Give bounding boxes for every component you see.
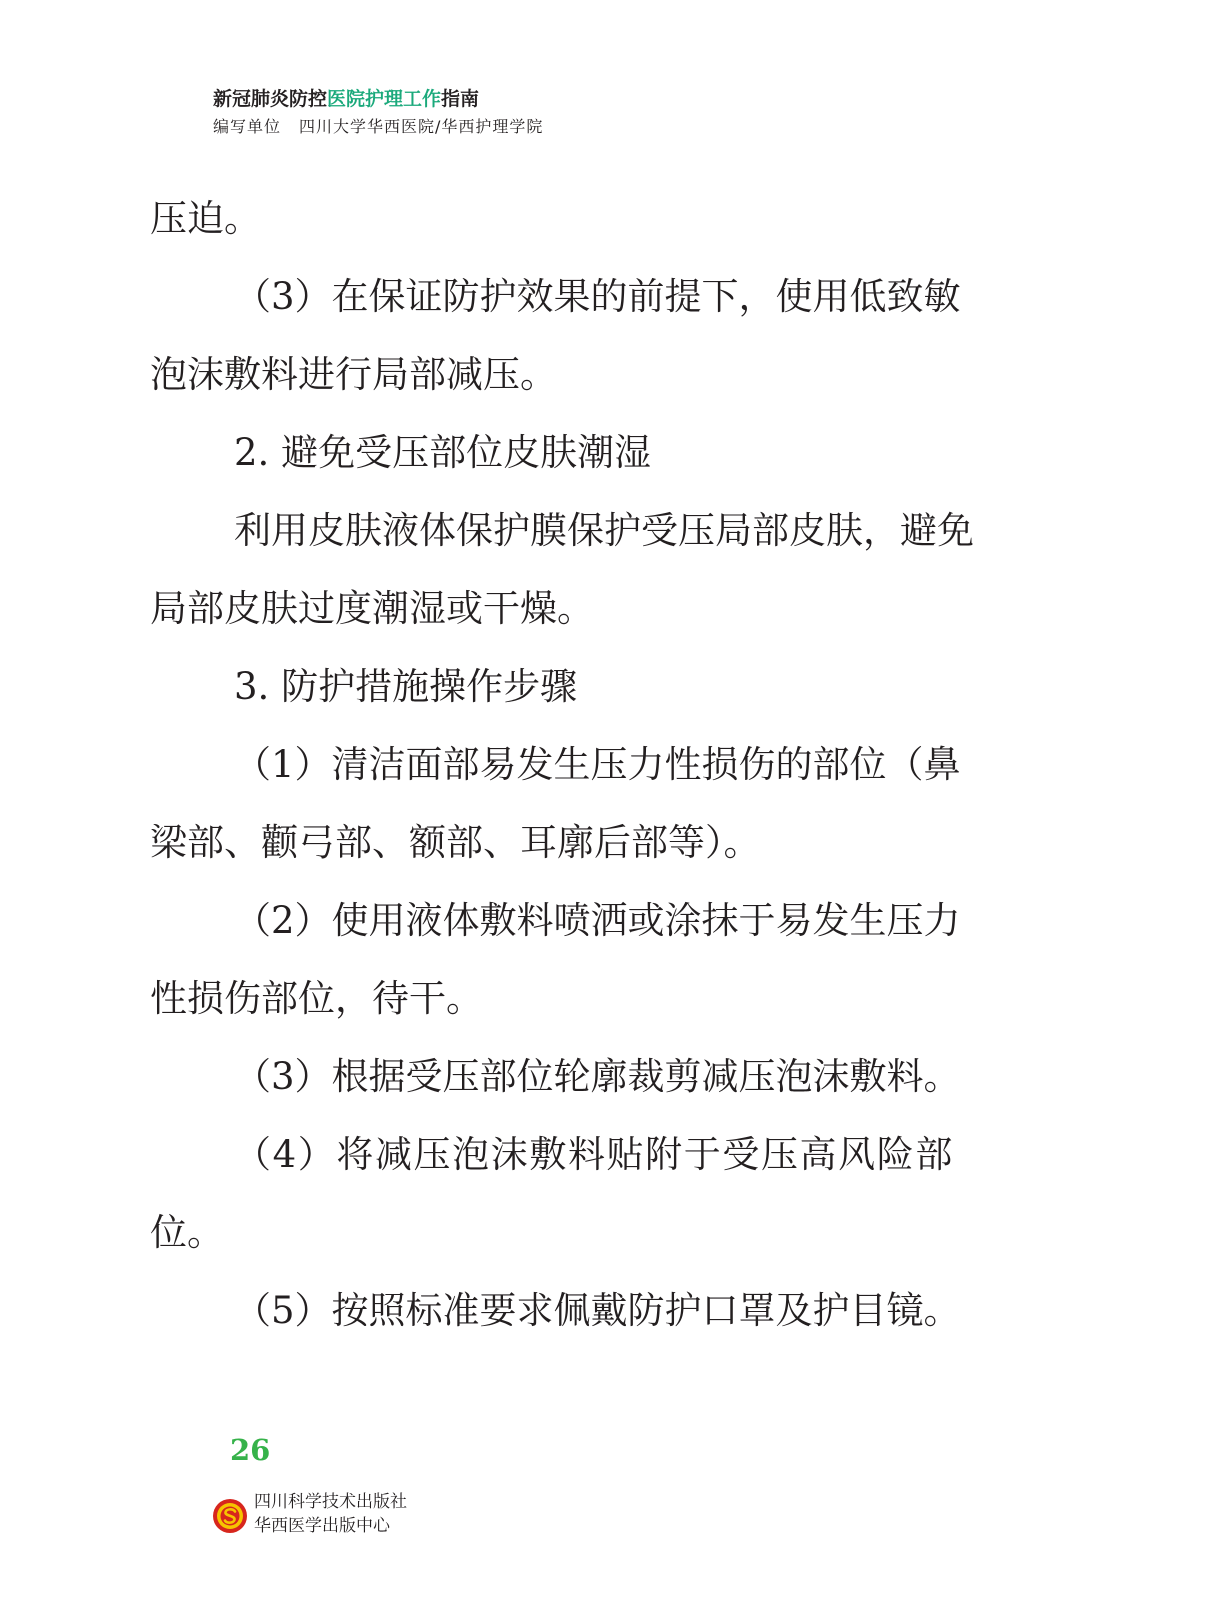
body-line: 性损伤部位，待干。 bbox=[150, 977, 483, 1020]
publisher-logo-icon bbox=[212, 1498, 248, 1534]
body-line: 利用皮肤液体保护膜保护受压局部皮肤，避免 bbox=[234, 509, 974, 552]
book-subtitle bbox=[213, 116, 543, 138]
section-heading: 3. 防护措施操作步骤 bbox=[234, 665, 578, 708]
book-title-part1: 新冠肺炎防控 bbox=[213, 88, 328, 110]
body-line: 梁部、颧弓部、额部、耳廓后部等）。 bbox=[150, 821, 761, 864]
running-header bbox=[213, 86, 543, 138]
body-line: （2）使用液体敷料喷洒或涂抹于易发生压力 bbox=[234, 899, 961, 942]
body-line: （1）清洁面部易发生压力性损伤的部位（鼻 bbox=[234, 743, 961, 786]
publisher-name: 四川科学技术出版社 bbox=[254, 1492, 407, 1512]
body-line: 压迫。 bbox=[150, 197, 261, 240]
body-line: （3）根据受压部位轮廓裁剪减压泡沫敷料。 bbox=[234, 1055, 961, 1098]
body-line: （5）按照标准要求佩戴防护口罩及护目镜。 bbox=[234, 1289, 961, 1332]
subtitle-label: 编写单位 bbox=[213, 117, 282, 136]
publisher-names bbox=[254, 1490, 407, 1538]
body-line: （4）将减压泡沫敷料贴附于受压高风险部 bbox=[234, 1133, 954, 1176]
subtitle-org: 四川大学华西医院/华西护理学院 bbox=[299, 117, 544, 136]
body-line: 局部皮肤过度潮湿或干燥。 bbox=[150, 587, 594, 630]
book-title-part2: 指南 bbox=[441, 88, 480, 110]
body-line: 位。 bbox=[150, 1211, 224, 1254]
body-line: 泡沫敷料进行局部减压。 bbox=[150, 353, 557, 396]
section-heading: 2. 避免受压部位皮肤潮湿 bbox=[234, 431, 652, 474]
page-body bbox=[150, 180, 1090, 1350]
body-line: （3）在保证防护效果的前提下，使用低致敏 bbox=[234, 275, 961, 318]
book-title-accent: 医院护理工作 bbox=[327, 88, 442, 110]
book-title bbox=[213, 86, 543, 112]
page-number: 26 bbox=[230, 1433, 271, 1467]
publisher-center: 华西医学出版中心 bbox=[254, 1516, 390, 1536]
